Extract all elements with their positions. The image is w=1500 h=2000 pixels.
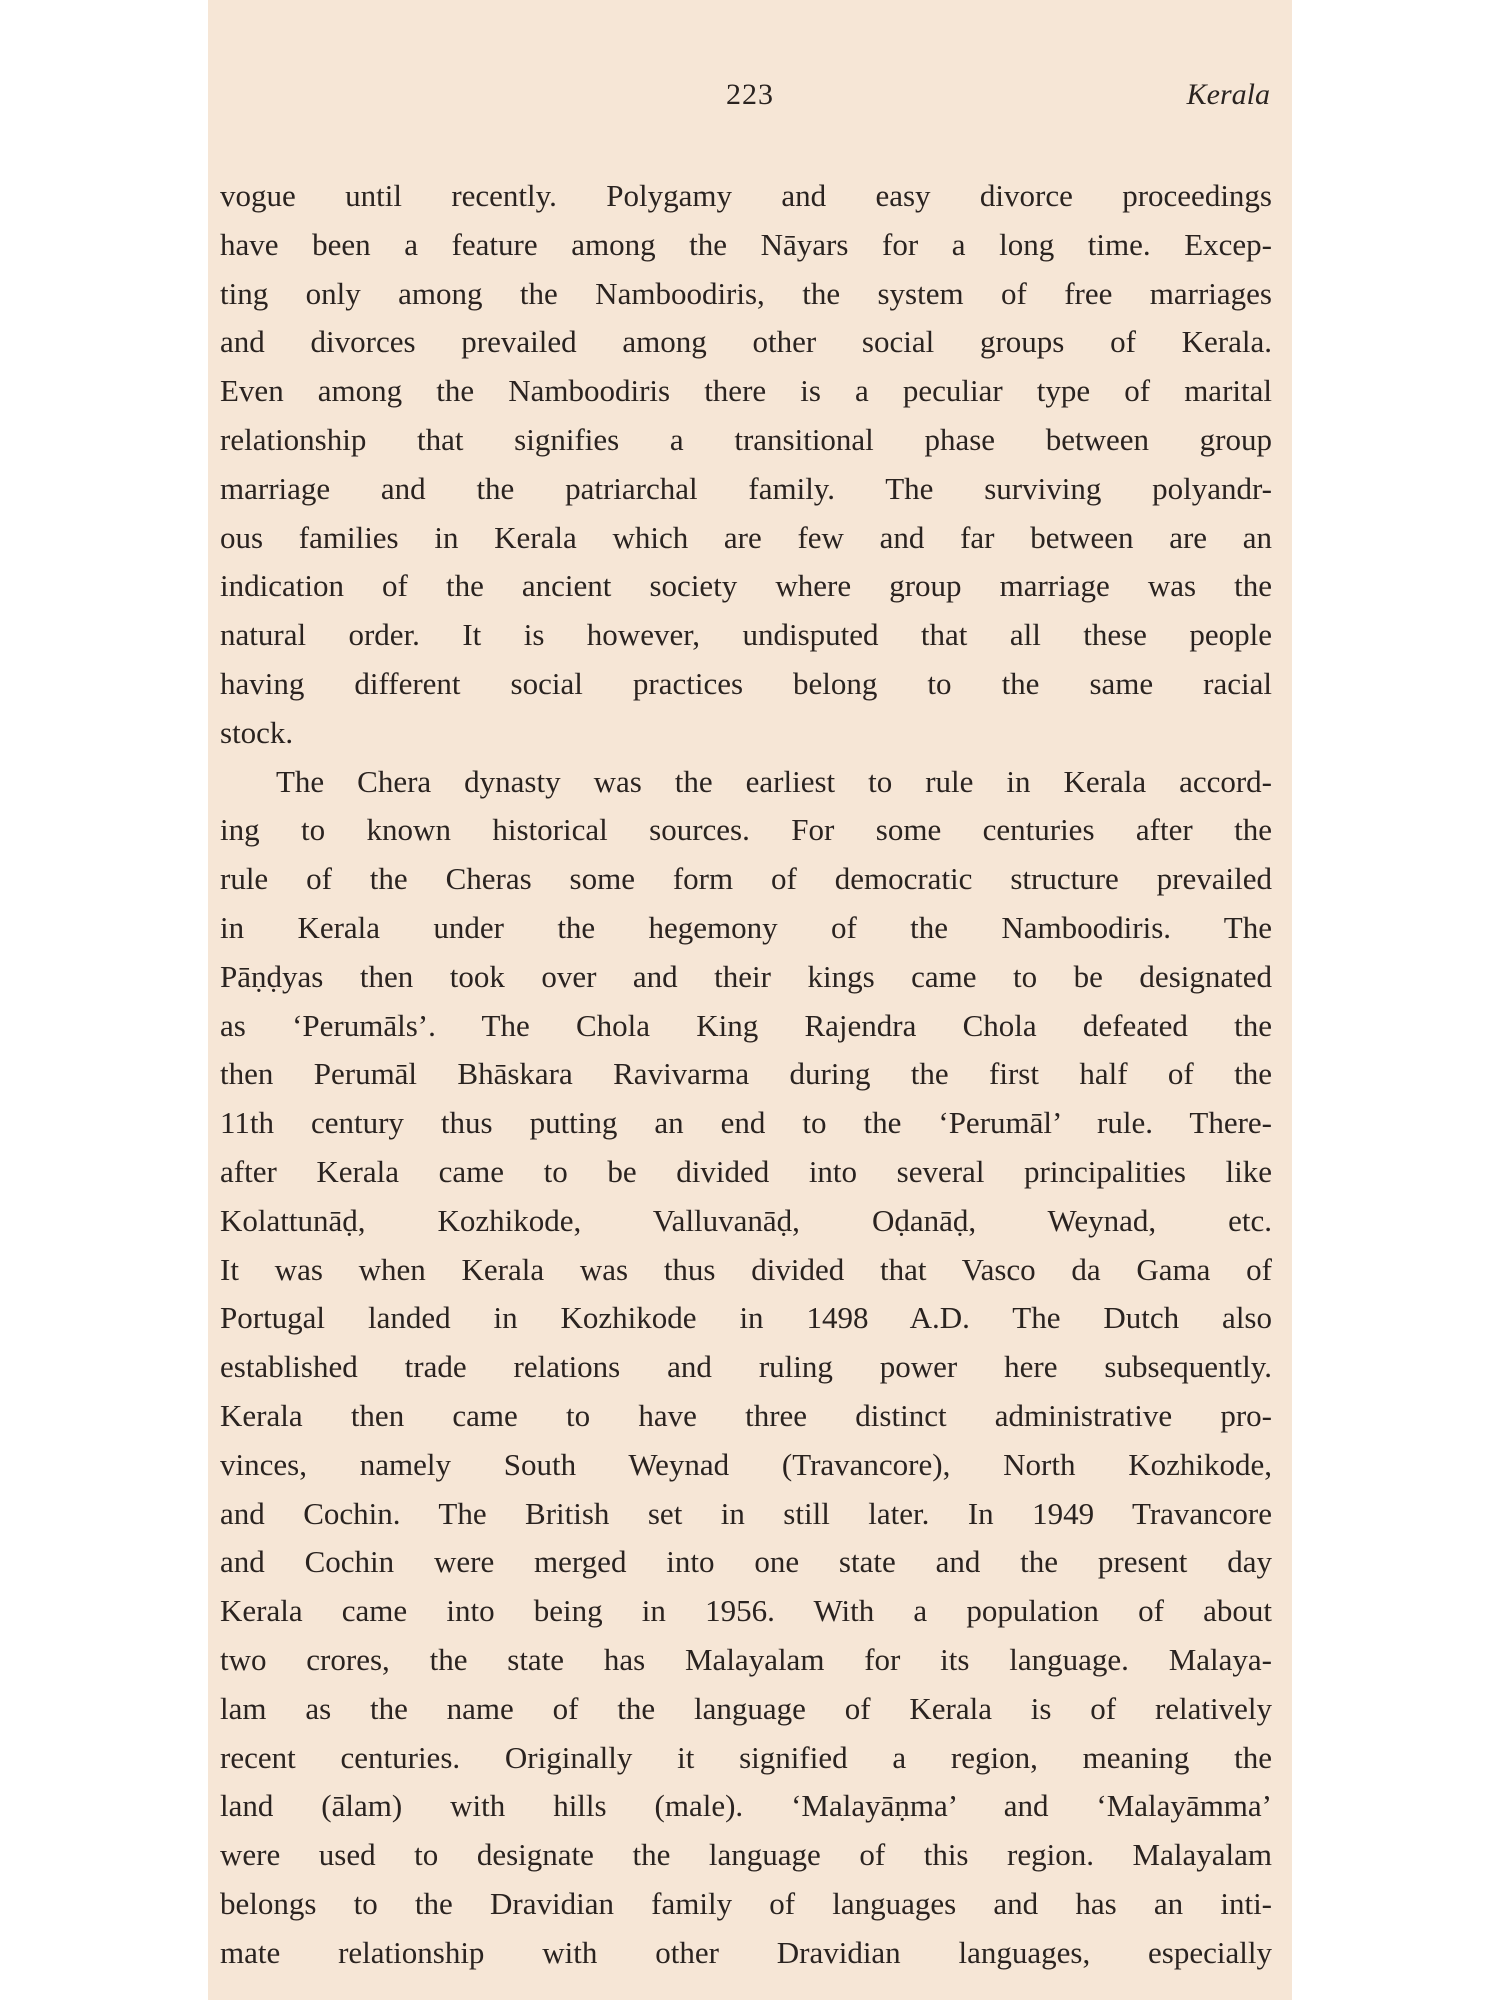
text-line: rule of the Cheras some form of democratic structure prevailed	[220, 861, 1272, 897]
text-line: Even among the Namboodiris there is a peculiar type of marital	[220, 373, 1272, 409]
text-line: then Perumāl Bhāskara Ravivarma during the first half of the	[220, 1056, 1272, 1092]
text-line: after Kerala came to be divided into several principalities like	[220, 1153, 1272, 1189]
text-line: recent centuries. Originally it signified a region, meaning the	[220, 1739, 1272, 1775]
text-line: Portugal landed in Kozhikode in 1498 A.D. The Dutch also	[220, 1300, 1272, 1336]
text-line: mate relationship with other Dravidian languages, especially	[220, 1934, 1272, 1970]
text-line: Kerala came into being in 1956. With a population of about	[220, 1593, 1272, 1629]
paragraph	[220, 758, 1272, 1978]
book-page	[208, 0, 1292, 2000]
text-line: two crores, the state has Malayalam for its language. Malaya-	[220, 1641, 1272, 1677]
text-line: and divorces prevailed among other social groups of Kerala.	[220, 324, 1272, 360]
text-line: 11th century thus putting an end to the ‘Perumāl’ rule. There-	[220, 1105, 1272, 1141]
text-line: vogue until recently. Polygamy and easy divorce proceedings	[220, 178, 1272, 213]
text-line: marriage and the patriarchal family. The surviving polyandr-	[220, 470, 1272, 506]
text-line: ing to known historical sources. For some centuries after the	[220, 812, 1272, 848]
text-line: Pāṇḍyas then took over and their kings came to be designated	[220, 958, 1272, 994]
text-line: and Cochin were merged into one state and the present day	[220, 1544, 1272, 1580]
text-line: belongs to the Dravidian family of languages and has an inti-	[220, 1885, 1272, 1921]
running-head: Kerala	[1186, 78, 1270, 111]
text-line: natural order. It is however, undisputed that all these people	[220, 617, 1272, 653]
paragraph	[220, 172, 1272, 758]
text-line: vinces, namely South Weynad (Travancore), North Kozhikode,	[220, 1446, 1272, 1482]
text-line: The Chera dynasty was the earliest to rule in Kerala accord-	[276, 763, 1272, 799]
page-header	[208, 78, 1292, 118]
text-line: have been a feature among the Nāyars for a long time. Excep-	[220, 226, 1272, 262]
text-line: stock.	[220, 714, 294, 750]
text-line: Kolattunāḍ, Kozhikode, Valluvanāḍ, Oḍanāḍ, Weynad, etc.	[220, 1202, 1272, 1238]
page-number: 223	[726, 78, 774, 111]
text-line: as ‘Perumāls’. The Chola King Rajendra Chola defeated the	[220, 1007, 1272, 1043]
text-line: lam as the name of the language of Kerala is of relatively	[220, 1690, 1272, 1726]
text-line: It was when Kerala was thus divided that Vasco da Gama of	[220, 1251, 1272, 1287]
text-line: land (ālam) with hills (male). ‘Malayāṇma’ and ‘Malayāmma’	[220, 1788, 1272, 1824]
text-line: ous families in Kerala which are few and far between are an	[220, 519, 1272, 555]
text-line: established trade relations and ruling power here subsequently.	[220, 1349, 1272, 1385]
text-line: in Kerala under the hegemony of the Namboodiris. The	[220, 909, 1272, 945]
text-line: were used to designate the language of this region. Malayalam	[220, 1837, 1272, 1873]
text-line: ting only among the Namboodiris, the system of free marriages	[220, 275, 1272, 311]
text-line: and Cochin. The British set in still later. In 1949 Travancore	[220, 1495, 1272, 1531]
text-line: Kerala then came to have three distinct administrative pro-	[220, 1397, 1272, 1433]
body-text	[220, 172, 1272, 1977]
text-line: relationship that signifies a transitional phase between group	[220, 421, 1272, 457]
text-line: indication of the ancient society where group marriage was the	[220, 568, 1272, 604]
text-line: having different social practices belong to the same racial	[220, 665, 1272, 701]
